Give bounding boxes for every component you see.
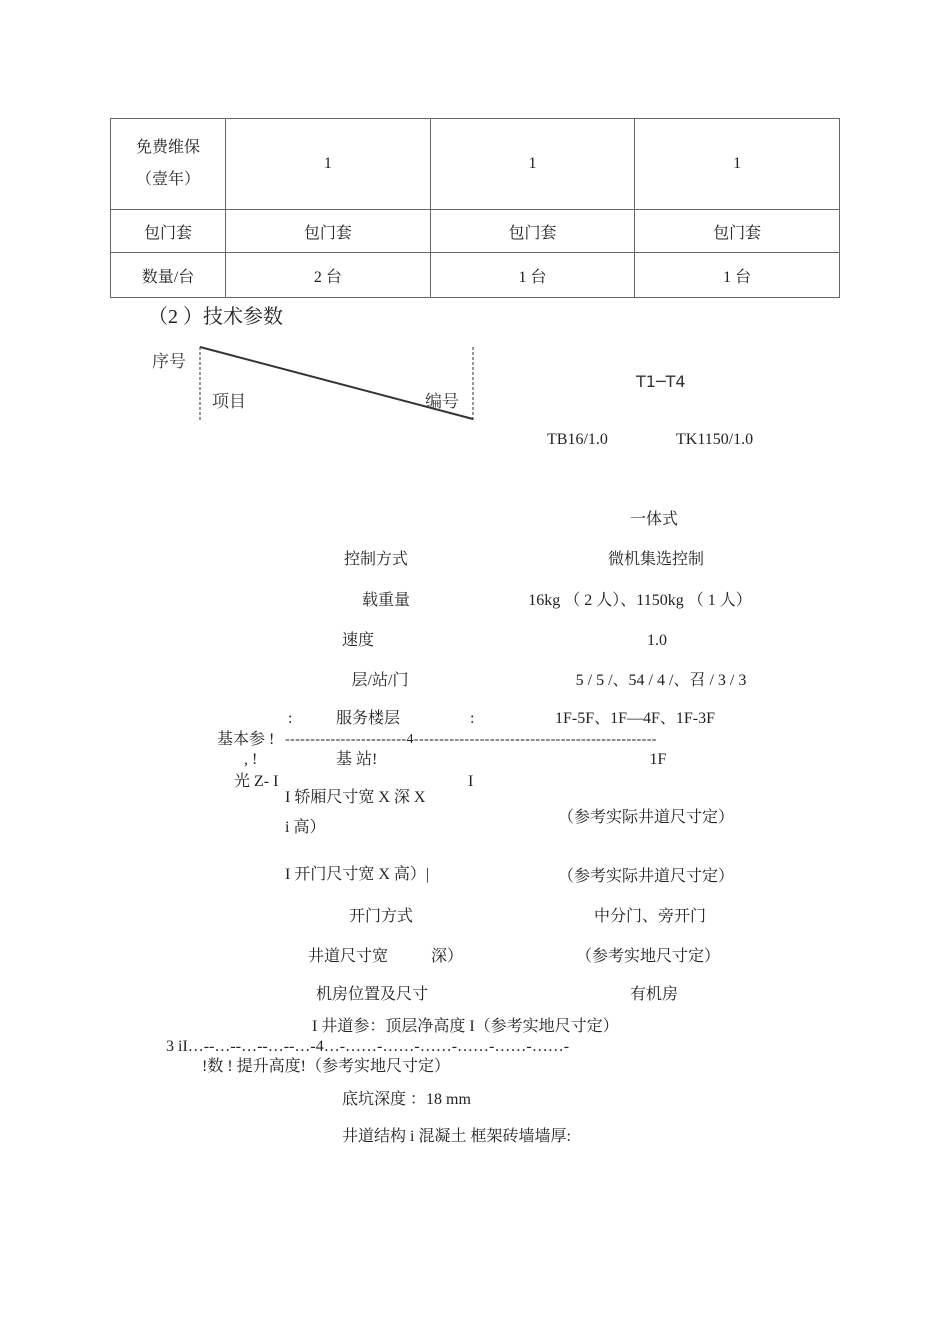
car-size-label: I 轿厢尺寸宽 X 深 X [285,789,426,806]
door-size-value: （参考实际井道尺寸定） [557,868,735,885]
control-value: 微机集选控制 [607,551,705,568]
base-value: 1F [649,751,667,768]
table-cell: 1 台 [635,253,840,298]
summary-table [110,118,840,298]
pit-depth-line: 底坑深度 ：18 mm [342,1091,471,1108]
shaft-size-label-2: 深） [431,948,464,965]
door-size-label: I 开门尺寸宽 X 高）| [285,866,430,883]
table-cell: 1 [226,119,431,210]
machine-room-label: 机房位置及尺寸 [315,986,429,1003]
model-a: TB16/1.0 [547,431,608,448]
colon-mark: : [470,710,475,727]
load-label: 载重量 [361,592,411,609]
row-label [111,119,226,210]
base-label: 基 站! [336,751,378,768]
row-label-line: （壹年） [135,171,200,188]
table-cell: 1 台 [430,253,635,298]
speed-label: 速度 [341,632,375,649]
table-row [111,210,840,253]
service-value: 1F-5F、1F—4F、1F-3F [554,710,716,727]
header-top-left: 序号 [152,352,186,372]
row-label-line: 免费维保 [135,139,200,156]
shaft-size-label: 井道尺寸宽 [308,948,389,965]
row-label: 数量/台 [111,253,226,298]
header-bottom-right: 编号 [425,392,459,412]
table-cell: 1 [635,119,840,210]
header-bottom-left: 项目 [212,392,246,412]
type-value: 一体式 [629,511,679,528]
car-size-label-2: i 高） [285,819,326,836]
table-cell: 2 台 [226,253,431,298]
table-cell: 包门套 [430,210,635,253]
model-range: T1─T4 [636,372,686,391]
basic-params-label: 基本参 ! [217,731,275,748]
door-mode-value: 中分门、旁开门 [593,908,707,925]
machine-room-value: 有机房 [629,986,679,1003]
colon-mark: : [288,710,293,727]
load-value: 16kg （ 2 人）、1150kg （ 1 人） [528,592,752,609]
section-title: （2 ）技术参数 [148,306,283,328]
table-cell: 包门套 [635,210,840,253]
clipped-row [230,772,490,790]
dash-line: ------------------------4------------------------------------------------ [285,732,657,747]
table-cell: 1 [430,119,635,210]
lift-height-line: !数 ! 提升高度!（参考实地尺寸定） [202,1058,450,1075]
comma-mark: , ! [244,751,258,768]
row-label: 包门套 [111,210,226,253]
model-b: TK1150/1.0 [676,431,754,448]
shaft-structure-line: 井道结构 i 混凝土 框架砖墙墙厚: [342,1128,571,1145]
table-row [111,253,840,298]
door-mode-label: 开门方式 [348,908,414,925]
table-row [111,119,840,210]
diagonal-header-cell [150,345,480,425]
truncated-mark: I [468,773,474,790]
control-label: 控制方式 [343,551,409,568]
floors-value: 5 / 5 /、54 / 4 /、召 / 3 / 3 [575,672,747,689]
car-size-value: （参考实际井道尺寸定） [557,809,735,826]
floors-label: 层/站/门 [351,672,409,689]
truncated-label: 光 Z- I [234,773,279,790]
service-label: 服务楼层 [336,710,401,727]
table-cell: 包门套 [226,210,431,253]
overhead-line: I 井道参：顶层净高度 I（参考实地尺寸定） [312,1018,619,1035]
shaft-size-value: （参考实地尺寸定） [575,948,721,965]
dotted-line: 3 iI…--…--…--…--…-4…-……-……-……-……-……-……- [166,1038,570,1055]
speed-value: 1.0 [647,632,667,649]
